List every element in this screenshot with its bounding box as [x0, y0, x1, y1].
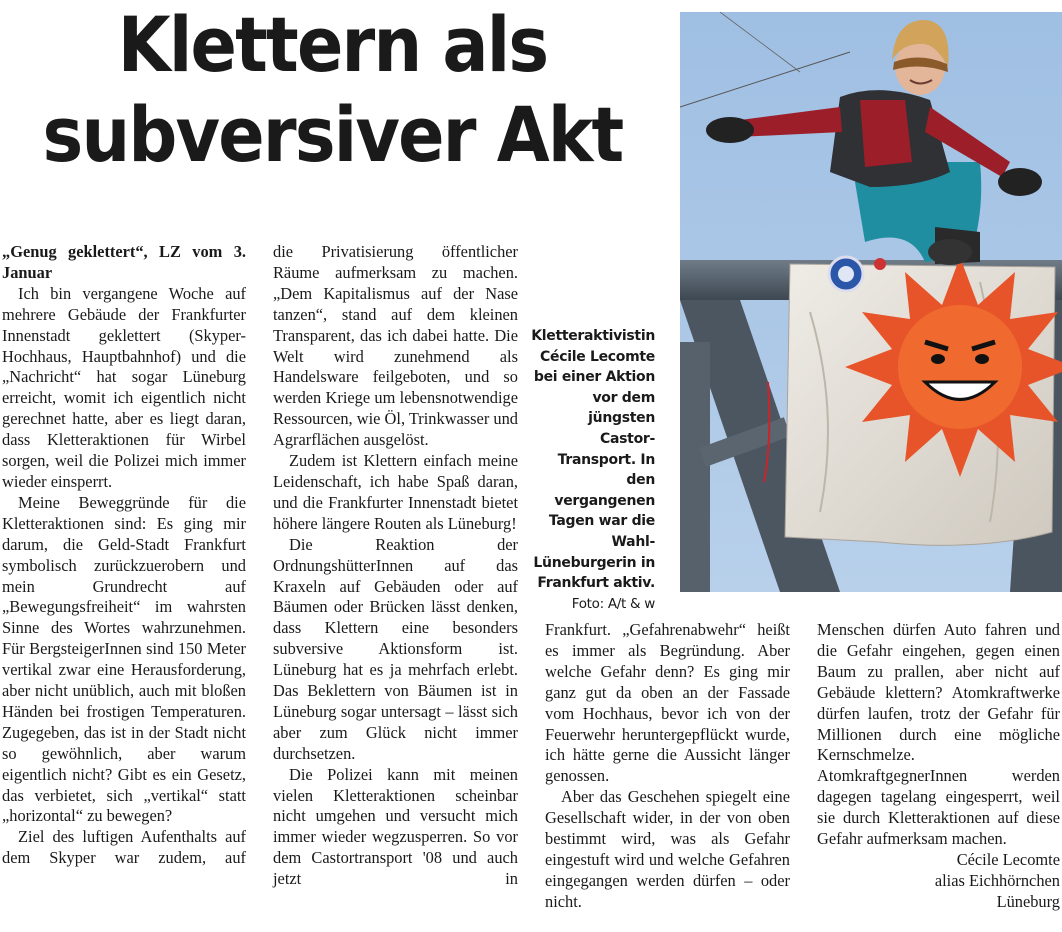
signature-alias: alias Eichhörnchen: [934, 870, 1060, 890]
signature-name: Cécile Lecomte: [956, 849, 1060, 869]
paragraph: Aber das Geschehen spiegelt eine Gesellschaft wider, in der von oben bestimmt wird, was als Gefahr eingestuft wird und welche Gefahren eingegangen werden dürfen – oder nicht.: [545, 787, 790, 911]
caption-text: Kletteraktivistin Cécile Lecomte bei einer Aktion vor dem jüngsten Castor-Transport. In den vergangenen Tagen war die Wahl-Lüneburgerin in Frankfurt aktiv.: [531, 328, 655, 592]
paragraph: die Privatisierung öffentlicher Räume aufmerksam zu machen. „Dem Kapitalismus auf der Nase tanzen“, stand auf dem kleinen Transparent, das ich dabei hatte. Die Welt wird zunehmend als Handelsware feilgeboten, und so werden Kriege um lebensnotwendige Ressourcen, wie Öl, Trinkwasser und Agrarflächen ausgelöst.: [273, 242, 518, 450]
letter-reference: „Genug geklettert“, LZ vom 3. Januar: [2, 242, 246, 282]
climber-photo: [680, 12, 1062, 592]
headline-line-1: Klettern als: [117, 0, 548, 89]
paragraph: Menschen dürfen Auto fahren und die Gefahr eingehen, gegen einen Baum zu prallen, aber nicht auf Gebäude klettern? Atomkraftwerke dürfen laufen, trotz der Gefahr für Millionen durch eine mögliche Kernschmelze. AtomkraftgegnerInnen werden dagegen tagelang eingesperrt, weil sie durch Kletteraktionen auf diese Gefahr aufmerksam machen.: [817, 620, 1060, 849]
paragraph: Die Reaktion der OrdnungshütterInnen auf das Kraxeln auf Gebäuden oder auf Bäumen oder Brücken lässt denken, dass Klettern eine besonders subversive Aktionsform ist. Lüneburg hat es ja mehrfach erlebt. Das Beklettern von Bäumen ist in Lüneburg sogar untersagt – lässt sich aber zum Glück nicht immer durchsetzen.: [273, 534, 518, 763]
paragraph: Die Polizei kann mit meinen vielen Kletteraktionen scheinbar nicht umgehen und versucht mich immer wieder wegzusperren. So vor dem Castortransport '08 und auch jetzt in: [273, 764, 518, 889]
signature-city: Lüneburg: [996, 891, 1060, 911]
photo-caption: [530, 326, 655, 614]
photo-credit: Foto: A/t & w: [571, 595, 655, 612]
paragraph: Meine Beweggründe für die Kletteraktionen sind: Es ging mir darum, die Geld-Stadt Frankfurt symbolisch zurückzuerobern und mein Grundrecht auf „Bewegungsfreiheit“ im wahrsten Sinne des Wortes wahrzunehmen. Für BergsteigerInnen sind 150 Meter vertikal zwar eine Herausforderung, aber nicht unüblich, auch mit bloßen Händen bei frostigen Temperaturen. Zugegeben, das ist in der Stadt nicht so gewöhnlich, aber warum eigentlich nicht? Gibt es ein Gesetz, das verbietet, sich „vertikal“ statt „horizontal“ zu bewegen?: [2, 492, 246, 826]
paragraph: Frankfurt. „Gefahrenabwehr“ heißt es immer als Begründung. Aber welche Gefahr denn? Es ging mir ganz gut da oben an der Fassade vom Hochhaus, bevor ich von der Feuerwehr heruntergepflückt wurde, ich hätte gerne die Aussicht länger genossen.: [545, 620, 790, 786]
paragraph: Zudem ist Klettern einfach meine Leidenschaft, ich habe Spaß daran, und die Frankfurter Innenstadt bietet höhere längere Routen als Lüneburg!: [273, 451, 518, 533]
headline: [33, 0, 632, 180]
letter-column-1: [2, 242, 246, 869]
headline-line-2: subversiver Akt: [42, 90, 623, 179]
letter-column-3: [545, 620, 790, 913]
letter-column-4: [817, 620, 1060, 913]
letter-column-2: [273, 242, 518, 890]
paragraph: Ziel des luftigen Aufenthalts auf dem Skyper war zudem, auf: [2, 827, 246, 868]
paragraph: Ich bin vergangene Woche auf mehrere Gebäude der Frankfurter Innenstadt geklettert (Skyper-Hochhaus, Hauptbahnhof) und die „Nachricht“ hat sogar Lüneburg erreicht, womit ich eigentlich nicht gerechnet hatte, aber es liegt daran, dass Kletteraktionen für Wirbel sorgen, weil die Polizei mich immer wieder einsperrt.: [2, 283, 246, 491]
